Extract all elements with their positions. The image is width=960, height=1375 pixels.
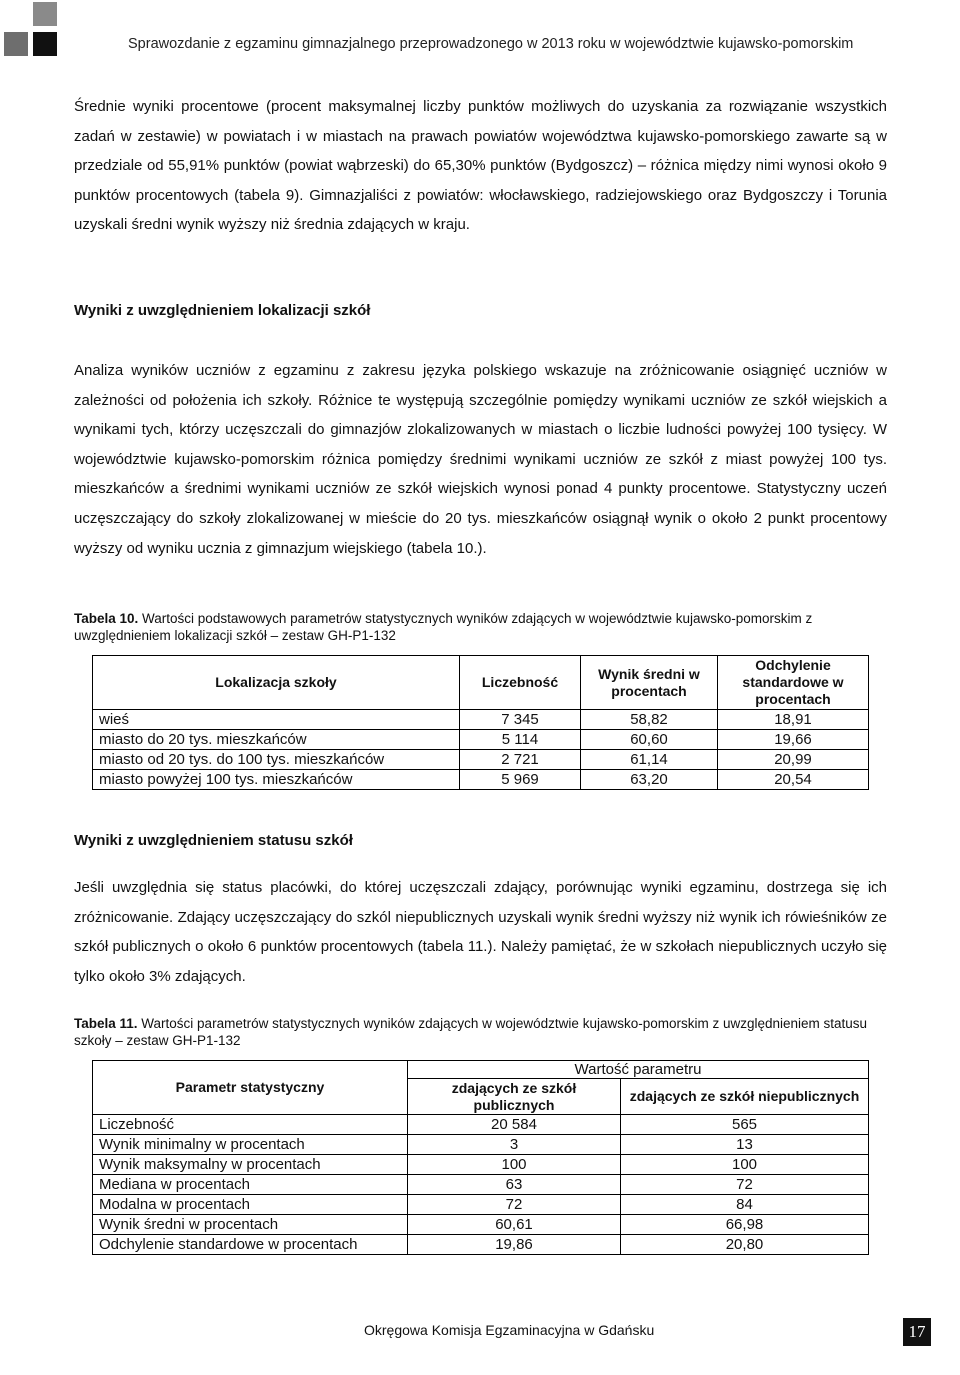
table-cell: miasto od 20 tys. do 100 tys. mieszkańców bbox=[93, 750, 460, 770]
table-row bbox=[93, 750, 869, 770]
table10-header: Wynik średni w procentach bbox=[581, 656, 718, 710]
table-cell: 13 bbox=[621, 1135, 869, 1155]
table-cell: 19,66 bbox=[718, 730, 869, 750]
table11-header-row bbox=[93, 1061, 869, 1079]
table-cell: 2 721 bbox=[460, 750, 581, 770]
table-row bbox=[93, 730, 869, 750]
logo-square bbox=[33, 2, 57, 26]
table-cell: 3 bbox=[408, 1135, 621, 1155]
intro-text: Średnie wyniki procentowe (procent maksymalnej liczby punktów możliwych do uzyskania za rozwiązanie wszystkich zadań w zestawie) w powiatach i w miastach na prawach powiatów województwa kujawsko-pomorskiego zawarte są w przedziale od 55,91% punktów (powiat wąbrzeski) do 65,30% punktów (Bydgoszcz) – różnica między nimi wynosi około 9 punktów procentowych (tabela 9). Gimnazjaliści z powiatów: włocławskiego, radziejowskiego oraz Bydgoszczy i Torunia uzyskali średni wynik wyższy niż średnia zdających w kraju. bbox=[74, 98, 887, 234]
table-cell: 565 bbox=[621, 1115, 869, 1135]
table-cell: miasto do 20 tys. mieszkańców bbox=[93, 730, 460, 750]
table11-caption-label: Tabela 11. bbox=[74, 1016, 138, 1031]
table-cell: Wynik średni w procentach bbox=[93, 1215, 408, 1235]
table-cell: 100 bbox=[621, 1155, 869, 1175]
page-number: 17 bbox=[903, 1318, 931, 1346]
table10-header: Odchylenie standardowe w procentach bbox=[718, 656, 869, 710]
table11-header-public: zdających ze szkół publicznych bbox=[408, 1079, 621, 1115]
table10 bbox=[92, 655, 869, 790]
table-cell: 20,80 bbox=[621, 1235, 869, 1255]
table-cell: 63 bbox=[408, 1175, 621, 1195]
table-row bbox=[93, 710, 869, 730]
logo-square bbox=[4, 32, 28, 56]
table10-header: Lokalizacja szkoły bbox=[93, 656, 460, 710]
status-text: Jeśli uwzględnia się status placówki, do której uczęszczali zdający, porównując wyniki egzaminu, dostrzega się ich zróżnicowanie. Zdający uczęszczający do szkól niepublicznych uzyskali wynik średni wyższy niż wynik ich rówieśników ze szkół publicznych o około 6 punktów procentowych (tabela 11.). Należy pamiętać, że w szkołach niepublicznych uczyło się tylko około 3% zdających. bbox=[74, 879, 887, 985]
table-cell: 5 969 bbox=[460, 770, 581, 790]
table-row bbox=[93, 770, 869, 790]
table-cell: 72 bbox=[408, 1195, 621, 1215]
table-cell: 61,14 bbox=[581, 750, 718, 770]
table11-caption bbox=[74, 1015, 887, 1049]
table-row bbox=[93, 1235, 869, 1255]
table-cell: 18,91 bbox=[718, 710, 869, 730]
table-cell: Wynik minimalny w procentach bbox=[93, 1135, 408, 1155]
header-title: Sprawozdanie z egzaminu gimnazjalnego przeprowadzonego w 2013 roku w województwie kujawsko-pomorskim bbox=[128, 36, 854, 52]
table-cell: Odchylenie standardowe w procentach bbox=[93, 1235, 408, 1255]
table11-header-group: Wartość parametru bbox=[408, 1061, 869, 1079]
table-row bbox=[93, 1195, 869, 1215]
table-cell: 5 114 bbox=[460, 730, 581, 750]
table-cell: 84 bbox=[621, 1195, 869, 1215]
table11-caption-text: Wartości parametrów statystycznych wyników zdających w województwie kujawsko-pomorskim z uwzględnieniem statusu szkoły – zestaw GH-P1-132 bbox=[74, 1016, 868, 1048]
table-cell: 72 bbox=[621, 1175, 869, 1195]
table11 bbox=[92, 1060, 869, 1255]
table-cell: 58,82 bbox=[581, 710, 718, 730]
table-cell: Liczebność bbox=[93, 1115, 408, 1135]
table-cell: 20,99 bbox=[718, 750, 869, 770]
table-cell: Mediana w procentach bbox=[93, 1175, 408, 1195]
status-paragraph bbox=[74, 873, 887, 991]
table-cell: wieś bbox=[93, 710, 460, 730]
logo bbox=[0, 0, 60, 60]
location-paragraph bbox=[74, 356, 887, 563]
table11-header-private: zdających ze szkół niepublicznych bbox=[621, 1079, 869, 1115]
table10-caption bbox=[74, 610, 887, 644]
table-cell: Wynik maksymalny w procentach bbox=[93, 1155, 408, 1175]
table11-header-param: Parametr statystyczny bbox=[93, 1061, 408, 1115]
footer-text: Okręgowa Komisja Egzaminacyjna w Gdańsku bbox=[364, 1322, 655, 1338]
section-heading-status: Wyniki z uwzględnieniem statusu szkół bbox=[74, 832, 353, 849]
table-cell: 60,61 bbox=[408, 1215, 621, 1235]
table-row bbox=[93, 1155, 869, 1175]
table-row bbox=[93, 1215, 869, 1235]
table-cell: 19,86 bbox=[408, 1235, 621, 1255]
table-cell: 100 bbox=[408, 1155, 621, 1175]
table-row bbox=[93, 1135, 869, 1155]
section-heading-location: Wyniki z uwzględnieniem lokalizacji szkół bbox=[74, 302, 371, 319]
table-cell: 66,98 bbox=[621, 1215, 869, 1235]
location-text: Analiza wyników uczniów z egzaminu z zakresu języka polskiego wskazuje na zróżnicowanie osiągnięć uczniów w zależności od położenia ich szkoły. Różnice te występują szczególnie pomiędzy wynikami uczniów ze szkół wiejskich a wynikami tych, którzy uczęszczali do gimnazjów zlokalizowanych w miastach o liczbie ludności powyżej 100 tysięcy. W województwie kujawsko-pomorskim różnica pomiędzy średnimi wynikami uczniów ze szkół z miast powyżej 100 tys. mieszkańców a średnimi wynikami uczniów ze szkół wiejskich wynosi ponad 4 punkty procentowe. Statystyczny uczeń uczęszczający do szkoły zlokalizowanej w mieście do 20 tys. mieszkańców osiągnął wynik o około 2 punkt procentowy wyższy od wyniku ucznia z gimnazjum wiejskiego (tabela 10.). bbox=[74, 362, 887, 557]
table-row bbox=[93, 1115, 869, 1135]
logo-square bbox=[33, 32, 57, 56]
table-cell: 63,20 bbox=[581, 770, 718, 790]
table10-caption-label: Tabela 10. bbox=[74, 611, 139, 626]
table10-caption-text: Wartości podstawowych parametrów statystycznych wyników zdających w województwie kujawsko-pomorskim z uwzględnieniem lokalizacji szkół – zestaw GH-P1-132 bbox=[74, 611, 813, 643]
table10-header-row bbox=[93, 656, 869, 710]
table-cell: 20 584 bbox=[408, 1115, 621, 1135]
table-cell: miasto powyżej 100 tys. mieszkańców bbox=[93, 770, 460, 790]
intro-paragraph bbox=[74, 92, 887, 240]
table-row bbox=[93, 1175, 869, 1195]
table-cell: 20,54 bbox=[718, 770, 869, 790]
table10-header: Liczebność bbox=[460, 656, 581, 710]
table-cell: 7 345 bbox=[460, 710, 581, 730]
table-cell: 60,60 bbox=[581, 730, 718, 750]
table-cell: Modalna w procentach bbox=[93, 1195, 408, 1215]
